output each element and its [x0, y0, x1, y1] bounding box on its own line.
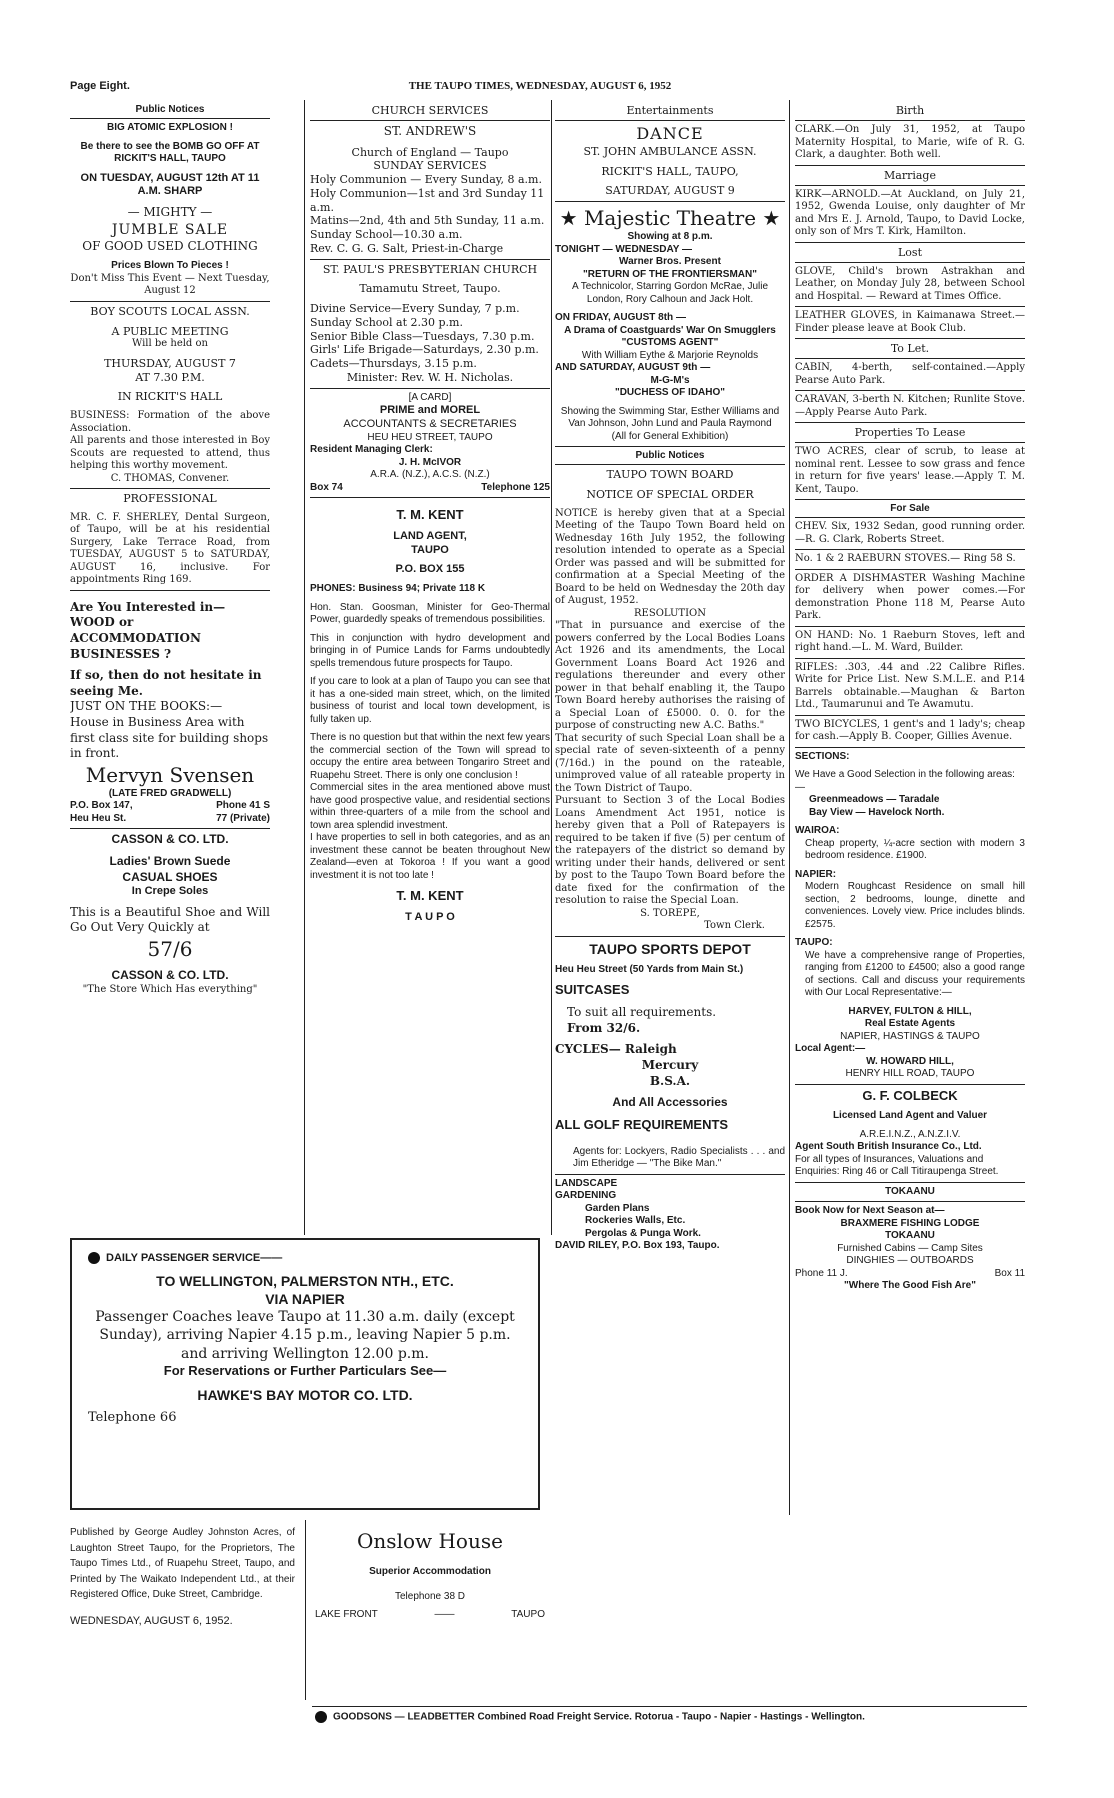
wairoa-heading: WAIROA:: [795, 825, 840, 836]
board-p3: That security of such Special Loan shall be a special rate of seven-sixteenth of a penny (7/16d.) in the pound on the rateable, unimproved value of all rateable property in the Town District of Taupo.: [555, 732, 785, 794]
riley-l2: GARDENING: [555, 1190, 617, 1202]
lost-notice-1: GLOVE, Child's brown Astrakhan and Leather, on Monday July 28, between School and Hospital. — Reward at Times Office.: [795, 265, 1025, 302]
riley-l3: Garden Plans: [585, 1202, 650, 1214]
sports-mercury: Mercury: [641, 1057, 699, 1072]
card-quals: A.R.A. (N.Z.), A.C.S. (N.Z.): [370, 469, 490, 481]
sale-notice-4: ON HAND: No. 1 Raeburn Stoves, left and right hand.—L. M. Ward, Builder.: [795, 629, 1025, 653]
onslow-sub: Superior Accommodation: [369, 1566, 491, 1577]
board-p2: "That in pursuance and exercise of the powers conferred by the Local Bodies Loans Act 1926 and its amendments, the Local Government Loans Board Act 1926 and regulations thereunder and every other power in that behalf enabling it, the Taupo Town Board hereby authorises the raising of a Special Loan of £5000. 0. 0. for the purpose of constructing new A.C. Baths.": [555, 620, 785, 732]
tokaanu-l4: Furnished Cabins — Camp Sites: [837, 1242, 983, 1254]
svensen-name: Mervyn Svensen: [85, 762, 255, 787]
majestic-friday: ON FRIDAY, AUGUST 8th —: [555, 312, 686, 324]
atomic-mighty: — MIGHTY —: [127, 205, 213, 219]
dont-miss: Don't Miss This Event — Next Tuesday, August 12: [70, 272, 270, 297]
majestic-film2: "CUSTOMS AGENT": [621, 337, 719, 349]
colbeck-agent: Agent South British Insurance Co., Ltd.: [795, 1141, 982, 1153]
page-number: Page Eight.: [70, 80, 130, 92]
dance-date: SATURDAY, AUGUST 9: [605, 184, 735, 198]
sports-bsa: B.S.A.: [649, 1073, 691, 1088]
casson-price: 57/6: [147, 937, 193, 962]
colbeck-quals: A.R.E.I.N.Z., A.N.Z.I.V.: [859, 1128, 961, 1140]
column-rule: [551, 100, 552, 1235]
page-title: THE TAUPO TIMES, WEDNESDAY, AUGUST 6, 1952: [408, 80, 672, 92]
sections-areas-2: Bay View — Havelock North.: [809, 806, 945, 818]
kent-p6: I have properties to sell in both categories, and as an investment these cannot be beaten throughout New Zealand—even at Tokoroa ! If you want a good investment it is not too late !: [310, 832, 550, 881]
svensen-q4: BUSINESSES ?: [70, 646, 172, 661]
dance-assn: ST. JOHN AMBULANCE ASSN.: [583, 144, 757, 158]
local-agent: Local Agent:—: [795, 1043, 866, 1054]
board-signed: S. TOREPE,: [640, 907, 700, 919]
scouts-date: THURSDAY, AUGUST 7: [104, 356, 236, 370]
tokaanu-phone: Phone 11 J.: [795, 1267, 848, 1279]
board-p1: NOTICE is hereby given that at a Special Meeting of the Taupo Town Board held on Wednesday 16th July 1952, the following resolution intended to operate as a Special Order was passed and will be submitted for confirmation at a Special Meeting of the Board to be held on Wednesday the 20th day of August, 1952.: [555, 507, 785, 607]
majestic-warner: Warner Bros. Present: [619, 256, 721, 268]
onslow-lake: LAKE FRONT: [315, 1609, 378, 1620]
bullet-icon: [88, 1252, 100, 1264]
column-rule: [304, 100, 305, 1235]
onslow-tel: Telephone 38 D: [394, 1590, 466, 1602]
board-resolution: RESOLUTION: [634, 607, 706, 619]
sale-notice-1: CHEV. Six, 1932 Sedan, good running order.—R. G. Clark, Roberts Street.: [795, 521, 1025, 545]
sale-notice-5: RIFLES: .303, .44 and .22 Calibre Rifles. Write for Price List. New S.M.L.E. and P.14 Barrels obtainable.—Maughan & Barton Ltd., Taumarunui and Te Awamutu.: [795, 661, 1025, 710]
scouts-business: BUSINESS: Formation of the above Association.: [70, 410, 270, 434]
majestic-exhib: (All for General Exhibition): [611, 430, 729, 442]
scouts-title: BOY SCOUTS LOCAL ASSN.: [90, 304, 250, 318]
masthead: [70, 80, 1010, 98]
scouts-place: IN RICKIT'S HALL: [117, 390, 223, 404]
majestic-saturday: AND SATURDAY, AUGUST 9th —: [555, 362, 711, 374]
majestic-film1desc: A Technicolor, Starring Gordon McRae, Julie London, Rory Calhoun and Jack Holt.: [571, 281, 769, 305]
standrews-l4: Sunday School—10.30 a.m.: [310, 228, 463, 242]
stpauls-l5: Cadets—Thursdays, 3.15 p.m.: [310, 357, 477, 371]
kent-title: T. M. KENT: [396, 507, 464, 523]
let-notice-1: CABIN, 4-berth, self-contained.—Apply Pearse Auto Park.: [795, 362, 1025, 386]
sections-heading: SECTIONS:: [795, 750, 850, 762]
bullet-icon: [315, 1711, 327, 1723]
section-heading-church-services: CHURCH SERVICES: [371, 104, 489, 117]
kent-footer: T. M. KENT: [396, 888, 464, 904]
let-heading: To Let.: [890, 342, 930, 355]
svensen-house: House in Business Area with first class site for building shops in front.: [70, 715, 269, 761]
let-notice-2: CARAVAN, 3-berth N. Kitchen; Runlite Stove.—Apply Pearse Auto Park.: [795, 394, 1025, 418]
standrews-sub: Church of England — Taupo: [351, 145, 509, 159]
kent-footer2: T A U P O: [405, 911, 455, 924]
kent-p4: There is no question but that within the next few years the commercial section of the Town will spread to occupy the entire area between Tongariro Street and Ruapehu Street. There is only one conclusion !: [310, 732, 550, 781]
passenger-l4: Passenger Coaches leave Taupo at 11.30 a.m. daily (except Sunday), arriving Napier 4.15 p.m., leaving Napier 5 p.m. and arriving Wellington 12.00 p.m.: [95, 1309, 515, 1362]
standrews-title: ST. ANDREW'S: [383, 124, 477, 138]
card-role: ACCOUNTANTS & SECRETARIES: [343, 417, 517, 430]
colbeck-insurance: For all types of Insurances, Valuations and Enquiries: Ring 46 or Call Titiraupenga Street.: [795, 1153, 999, 1178]
svensen-street: Heu Heu St.: [70, 812, 127, 824]
scouts-signed: C. THOMAS, Convener.: [110, 472, 230, 484]
card-street: HEU HEU STREET, TAUPO: [367, 431, 493, 443]
majestic-film2desc: With William Eythe & Marjorie Reynolds: [581, 349, 759, 361]
goodsons-text: GOODSONS — LEADBETTER Combined Road Freight Service. Rotorua - Taupo - Napier - Hastings - Wellington.: [333, 1711, 865, 1723]
column-4: [795, 102, 1025, 1542]
scouts-meeting: A PUBLIC MEETING: [111, 324, 229, 338]
napier-heading: NAPIER:: [795, 868, 837, 880]
onslow-dash: ——: [434, 1609, 455, 1620]
marriage-notice: KIRK—ARNOLD.—At Auckland, on July 21, 1952, Gwenda Louise, only daughter of Mr and Mrs E. J. Arnold, Taupo, to David Locke, only son of Mrs T. Kirk, Hamilton.: [795, 188, 1025, 237]
passenger-l2: TO WELLINGTON, PALMERSTON NTH., ETC.: [156, 1272, 454, 1289]
sports-cycles: CYCLES— Raleigh: [555, 1042, 677, 1057]
card-tel: Telephone 125: [481, 481, 550, 493]
sports-golf: ALL GOLF REQUIREMENTS: [555, 1116, 729, 1132]
lost-notice-2: LEATHER GLOVES, in Kaimanawa Street.—Finder please leave at Book Club.: [795, 310, 1025, 334]
howard-address: HENRY HILL ROAD, TAUPO: [845, 1068, 975, 1079]
rule: [312, 1706, 1027, 1707]
stpauls-l4: Girls' Life Brigade—Saturdays, 2.30 p.m.: [310, 343, 539, 357]
standrews-l5: Rev. C. G. G. Salt, Priest-in-Charge: [310, 241, 504, 255]
sale-notice-2: No. 1 & 2 RAEBURN STOVES.— Ring 58 S.: [795, 553, 1016, 564]
sections-areas-1: Greenmeadows — Taradale: [809, 794, 940, 805]
riley-l1: LANDSCAPE: [555, 1177, 618, 1189]
sports-acc: And All Accessories: [612, 1095, 728, 1110]
stpauls-l1: Divine Service—Every Sunday, 7 p.m.: [310, 302, 520, 316]
kent-p5: Commercial sites in the area mentioned above must have good prospective value, and residential sections within three-quarters of a mile from the school and town area splendid investment.: [310, 782, 550, 831]
tokaanu-l5: DINGHIES — OUTBOARDS: [846, 1255, 974, 1267]
sports-title: TAUPO SPORTS DEPOT: [589, 940, 751, 957]
tokaanu-slogan: "Where The Good Fish Are": [844, 1280, 976, 1292]
majestic-film3desc: Showing the Swimming Star, Esther Williams and Van Johnson, John Lund and Paula Raymond: [560, 405, 780, 430]
passenger-l7: Telephone 66: [88, 1409, 177, 1425]
majestic-title: ★ Majestic Theatre ★: [559, 206, 781, 231]
dance-hall: RICKIT'S HALL, TAUPO,: [601, 164, 739, 178]
tokaanu-box: Box 11: [994, 1267, 1025, 1279]
card-box: Box 74: [310, 481, 343, 493]
svensen-q5: If so, then do not hesitate in seeing Me.: [70, 668, 262, 698]
stpauls-l3: Senior Bible Class—Tuesdays, 7.30 p.m.: [310, 329, 535, 343]
passenger-l6: HAWKE'S BAY MOTOR CO. LTD.: [197, 1386, 413, 1403]
atomic-title: BIG ATOMIC EXPLOSION !: [107, 122, 233, 133]
stpauls-l6: Minister: Rev. W. H. Nicholas.: [346, 370, 514, 384]
imprint-text: Published by George Audley Johnston Acres, of Laughton Street Taupo, for the Proprietors, The Taupo Times Ltd., of Ruapehu Street, Taupo, and Printed by The Waikato Independent Ltd., at their Registered Office, Duke Street, Cambridge.: [70, 1527, 295, 1600]
majestic-mgm: M-G-M's: [650, 374, 690, 386]
stpauls-title: ST. PAUL'S PRESBYTERIAN CHURCH: [322, 262, 538, 276]
passenger-l1: DAILY PASSENGER SERVICE——: [106, 1252, 283, 1264]
scouts-time: AT 7.30 P.M.: [135, 370, 205, 384]
kent-town: TAUPO: [411, 543, 449, 556]
dance-title: DANCE: [636, 124, 704, 143]
column-rule: [789, 100, 790, 1515]
sports-from: From 32/6.: [567, 1020, 641, 1035]
svensen-books: JUST ON THE BOOKS:—: [70, 699, 223, 714]
svensen-private: 77 (Private): [216, 812, 270, 824]
passenger-l3: VIA NAPIER: [265, 1290, 345, 1307]
birth-notice: CLARK.—On July 31, 1952, at Taupo Maternity Hospital, to Marie, wife of R. G. Clark, a daughter. Both well.: [795, 124, 1025, 160]
section-heading-public-notices: Public Notices: [135, 104, 205, 115]
sale-notice-6: TWO BICYCLES, 1 gent's and 1 lady's; cheap for cash.—Apply B. Cooper, Gillies Avenue.: [795, 718, 1025, 742]
passenger-service-ad: [70, 1238, 540, 1510]
svensen-box: P.O. Box 147,: [70, 800, 133, 812]
lease-heading: Properties To Lease: [854, 426, 966, 439]
board-sub: NOTICE OF SPECIAL ORDER: [586, 487, 754, 501]
marriage-heading: Marriage: [884, 168, 936, 182]
sports-suitcases: SUITCASES: [555, 982, 630, 998]
card-firm: PRIME and MOREL: [379, 404, 481, 417]
kent-phones: PHONES: Business 94; Private 118 K: [310, 583, 486, 595]
tokaanu-l1: Book Now for Next Season at—: [795, 1205, 945, 1217]
imprint-date: WEDNESDAY, AUGUST 6, 1952.: [70, 1614, 233, 1627]
casson-slogan: "The Store Which Has everything": [82, 983, 258, 995]
sports-suit: To suit all requirements.: [567, 1005, 717, 1020]
tokaanu-l3: TOKAANU: [885, 1230, 935, 1242]
section-heading-entertainments: Entertainments: [626, 104, 714, 117]
sports-street: Heu Heu Street (50 Yards from Main St.): [555, 963, 744, 975]
svensen-q3: ACCOMMODATION: [70, 631, 201, 646]
majestic-film1: "RETURN OF THE FRONTIERSMAN": [583, 268, 757, 280]
howard-name: W. HOWARD HILL,: [866, 1055, 954, 1067]
taupo-heading: TAUPO:: [795, 937, 833, 948]
kent-p3: If you care to look at a plan of Taupo you can see that it has a one-sided main street, which, on the limited business of tourist and local town development, is fully taken up.: [310, 676, 550, 725]
colbeck-name: G. F. COLBECK: [862, 1087, 958, 1103]
column-3: [555, 102, 785, 1542]
sports-agents: Agents for: Lockyers, Radio Specialists . . . and Jim Etheridge — "The Bike Man.": [573, 1145, 785, 1170]
birth-heading: Birth: [895, 104, 925, 117]
atomic-line1: Be there to see the BOMB GO OFF AT RICKIT'S HALL, TAUPO: [80, 140, 260, 164]
svensen-late: (LATE FRED GRADWELL): [108, 787, 232, 799]
harvey-name: HARVEY, FULTON & HILL,: [848, 1005, 972, 1017]
taupo-text: We have a comprehensive range of Properties, ranging from £1200 to £4500; also a good range of sections. Call and discuss your requirements with Our Local Representative:—: [805, 949, 1025, 998]
riley-l6: DAVID RILEY, P.O. Box 193, Taupo.: [555, 1240, 720, 1252]
atomic-line2: ON TUESDAY, AUGUST 12th AT 11 A.M. SHARP: [80, 171, 260, 198]
column-rule: [305, 1520, 306, 1700]
goodsons-ad: [315, 1711, 1035, 1724]
column-1: [70, 102, 270, 1232]
casson-l1: Ladies' Brown Suede: [109, 853, 231, 868]
sections-text: We Have a Good Selection in the following areas: —: [795, 769, 1015, 793]
kent-role: LAND AGENT,: [393, 529, 467, 542]
casson-l2: CASUAL SHOES: [122, 869, 218, 884]
kent-p1: Hon. Stan. Goosman, Minister for Geo-Thermal Power, guardedly speaks of tremendous possibilities.: [310, 601, 550, 626]
wairoa-text: Cheap property, ¼-acre section with modern 3 bedroom residence. £1900.: [805, 837, 1025, 861]
standrews-l3: Matins—2nd, 4th and 5th Sunday, 11 a.m.: [310, 214, 545, 228]
casson-footer: CASSON & CO. LTD.: [111, 968, 229, 983]
used-clothing: OF GOOD USED CLOTHING: [82, 238, 258, 253]
prices-blown: Prices Blown To Pieces !: [111, 260, 229, 272]
column-2: [310, 102, 550, 1232]
majestic-drama: A Drama of Coastguards' War On Smugglers: [564, 324, 776, 336]
sale-heading: For Sale: [890, 503, 930, 514]
board-title: TAUPO TOWN BOARD: [606, 468, 734, 482]
scouts-parents: All parents and those interested in Boy Scouts are requested to attend, thus helping this worthy movement.: [70, 435, 270, 472]
card-title: [A CARD]: [408, 391, 452, 403]
imprint: [70, 1525, 295, 1628]
onslow-house-ad: [315, 1528, 545, 1622]
jumble-sale: JUMBLE SALE: [111, 221, 229, 238]
tokaanu-heading: TOKAANU: [885, 1185, 935, 1197]
sale-notice-3: ORDER A DISHMASTER Washing Machine for delivery when power comes.—For demonstration Phone 118 M, Pearse Auto Park.: [795, 572, 1025, 621]
majestic-film3: "DUCHESS OF IDAHO": [614, 387, 726, 399]
casson-title: CASSON & CO. LTD.: [111, 832, 229, 847]
majestic-showing: Showing at 8 p.m.: [627, 231, 713, 243]
riley-l5: Pergolas & Punga Work.: [585, 1227, 701, 1239]
onslow-town: TAUPO: [511, 1609, 545, 1620]
svensen-q1: Are You Interested in—: [70, 599, 226, 614]
professional-text: MR. C. F. SHERLEY, Dental Surgeon, of Taupo, will be at his residential Surgery, Lake Terrace Road, from TUESDAY, AUGUST 5 to SATURDAY, AUGUST 16, inclusive. For appointments Ring 169.: [70, 511, 270, 586]
standrews-l2: Holy Communion—1st and 3rd Sunday 11 a.m.: [310, 186, 545, 214]
tokaanu-l2: BRAXMERE FISHING LODGE: [840, 1217, 980, 1229]
stpauls-street: Tamamutu Street, Taupo.: [359, 282, 501, 296]
riley-l4: Rockeries Walls, Etc.: [585, 1215, 686, 1227]
majestic-tonight: TONIGHT — WEDNESDAY —: [555, 243, 693, 255]
board-p4: Pursuant to Section 3 of the Local Bodies Loans Amendment Act 1951, notice is hereby given that a Poll of Ratepayers is required to be taken if five (5) per centum of the ratepayers of the district so demand by writing under their hands, delivered or sent by post to the Taupo Town Board before the date fixed for the confirmation of the resolution to raise the Special Loan.: [555, 795, 785, 907]
standrews-services: SUNDAY SERVICES: [373, 159, 487, 173]
onslow-title: Onslow House: [357, 1529, 503, 1553]
stpauls-l2: Sunday School at 2.30 p.m.: [310, 315, 463, 329]
standrews-l1: Holy Communion — Every Sunday, 8 a.m.: [310, 173, 542, 187]
board-signed2: Town Clerk.: [704, 920, 765, 932]
card-clerk: Resident Managing Clerk:: [310, 444, 433, 456]
card-name: J. H. McIVOR: [398, 456, 462, 468]
casson-l4: This is a Beautiful Shoe and Will Go Out Very Quickly at: [70, 904, 270, 935]
kent-box: P.O. BOX 155: [395, 563, 465, 576]
napier-text: Modern Roughcast Residence on small hill section, 2 bedrooms, lounge, dinette and conveniences. Lovely view. Price includes blinds. £2575.: [805, 881, 1025, 930]
svensen-q2: WOOD or: [70, 615, 134, 630]
casson-l3: In Crepe Soles: [131, 885, 209, 898]
svensen-phone: Phone 41 S: [216, 800, 270, 812]
harvey-role: Real Estate Agents: [864, 1018, 956, 1029]
scouts-held: Will be held on: [132, 338, 208, 350]
professional-title: PROFESSIONAL: [123, 492, 217, 506]
colbeck-role: Licensed Land Agent and Valuer: [832, 1110, 988, 1122]
kent-p2: This in conjunction with hydro development and bringing in of Pumice Lands for Farms undoubtedly spells tremendous future prospects for Taupo.: [310, 632, 550, 669]
section-heading-public-notices-2: Public Notices: [635, 450, 705, 462]
passenger-l5: For Reservations or Further Particulars See—: [163, 1362, 447, 1378]
harvey-towns: NAPIER, HASTINGS & TAUPO: [840, 1030, 980, 1042]
lost-heading: Lost: [898, 245, 922, 259]
lease-notice: TWO ACRES, clear of scrub, to lease at nominal rent. Lessee to sow grass and fence in return for five years' lease.—Apply T. M. Kent, Taupo.: [795, 446, 1025, 495]
